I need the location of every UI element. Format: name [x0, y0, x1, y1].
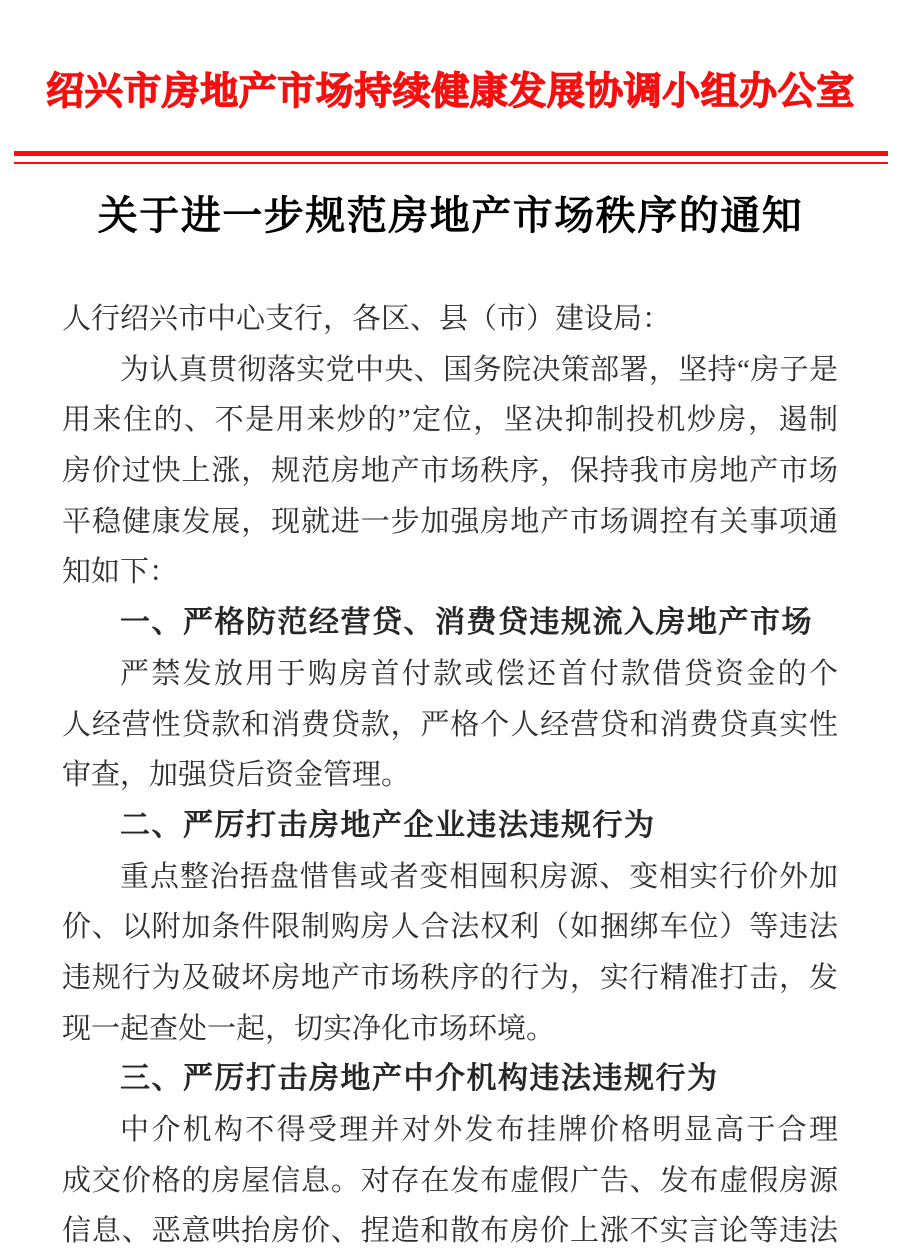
section-heading: 三、严厉打击房地产中介机构违法违规行为 [120, 1062, 719, 1096]
paragraph-line: 现一起查处一起，切实净化市场环境。 [62, 1012, 556, 1045]
paragraph-line: 用来住的、不是用来炒的”定位，坚决抑制投机炒房，遏制 [62, 404, 838, 437]
paragraph-line: 为认真贯彻落实党中央、国务院决策部署，坚持“房子是 [120, 353, 838, 386]
document-title: 关于进一步规范房地产市场秩序的通知 [97, 193, 804, 238]
letterhead-rule-thick [14, 151, 888, 156]
letterhead-org-name: 绍兴市房地产市场持续健康发展协调小组办公室 [46, 71, 855, 113]
paragraph-line: 信息、恶意哄抬房价、捏造和散布房价上涨不实言论等违法 [62, 1215, 838, 1248]
section-heading: 一、严格防范经营贷、消费贷违规流入房地产市场 [120, 606, 813, 640]
paragraph-line: 审查，加强贷后资金管理。 [62, 759, 411, 792]
letterhead-rule-thin [14, 162, 888, 164]
document-body [62, 294, 838, 1253]
paragraph-line: 平稳健康发展，现就进一步加强房地产市场调控有关事项通 [62, 505, 838, 538]
paragraph-line: 中介机构不得受理并对外发布挂牌价格明显高于合理 [120, 1114, 838, 1146]
salutation-line: 人行绍兴市中心支行，各区、县（市）建设局： [62, 303, 672, 335]
body-blocks [62, 345, 838, 1253]
paragraph-line: 严禁发放用于购房首付款或偿还首付款借贷资金的个 [120, 657, 838, 690]
paragraph-line: 知如下： [62, 556, 179, 589]
paragraph-line: 违规行为及破坏房地产市场秩序的行为，实行精准打击，发 [62, 961, 838, 994]
paragraph-line: 人经营性贷款和消费贷款，严格个人经营贷和消费贷真实性 [62, 708, 838, 741]
section-heading: 二、严厉打击房地产企业违法违规行为 [120, 808, 656, 842]
paragraph-line: 成交价格的房屋信息。对存在发布虚假广告、发布虚假房源 [62, 1164, 838, 1197]
paragraph-line: 房价过快上涨，规范房地产市场秩序，保持我市房地产市场 [62, 455, 838, 488]
paragraph-line: 重点整治捂盘惜售或者变相囤积房源、变相实行价外加 [120, 860, 838, 893]
paragraph-line: 价、以附加条件限制购房人合法权利（如捆绑车位）等违法 [62, 911, 838, 944]
